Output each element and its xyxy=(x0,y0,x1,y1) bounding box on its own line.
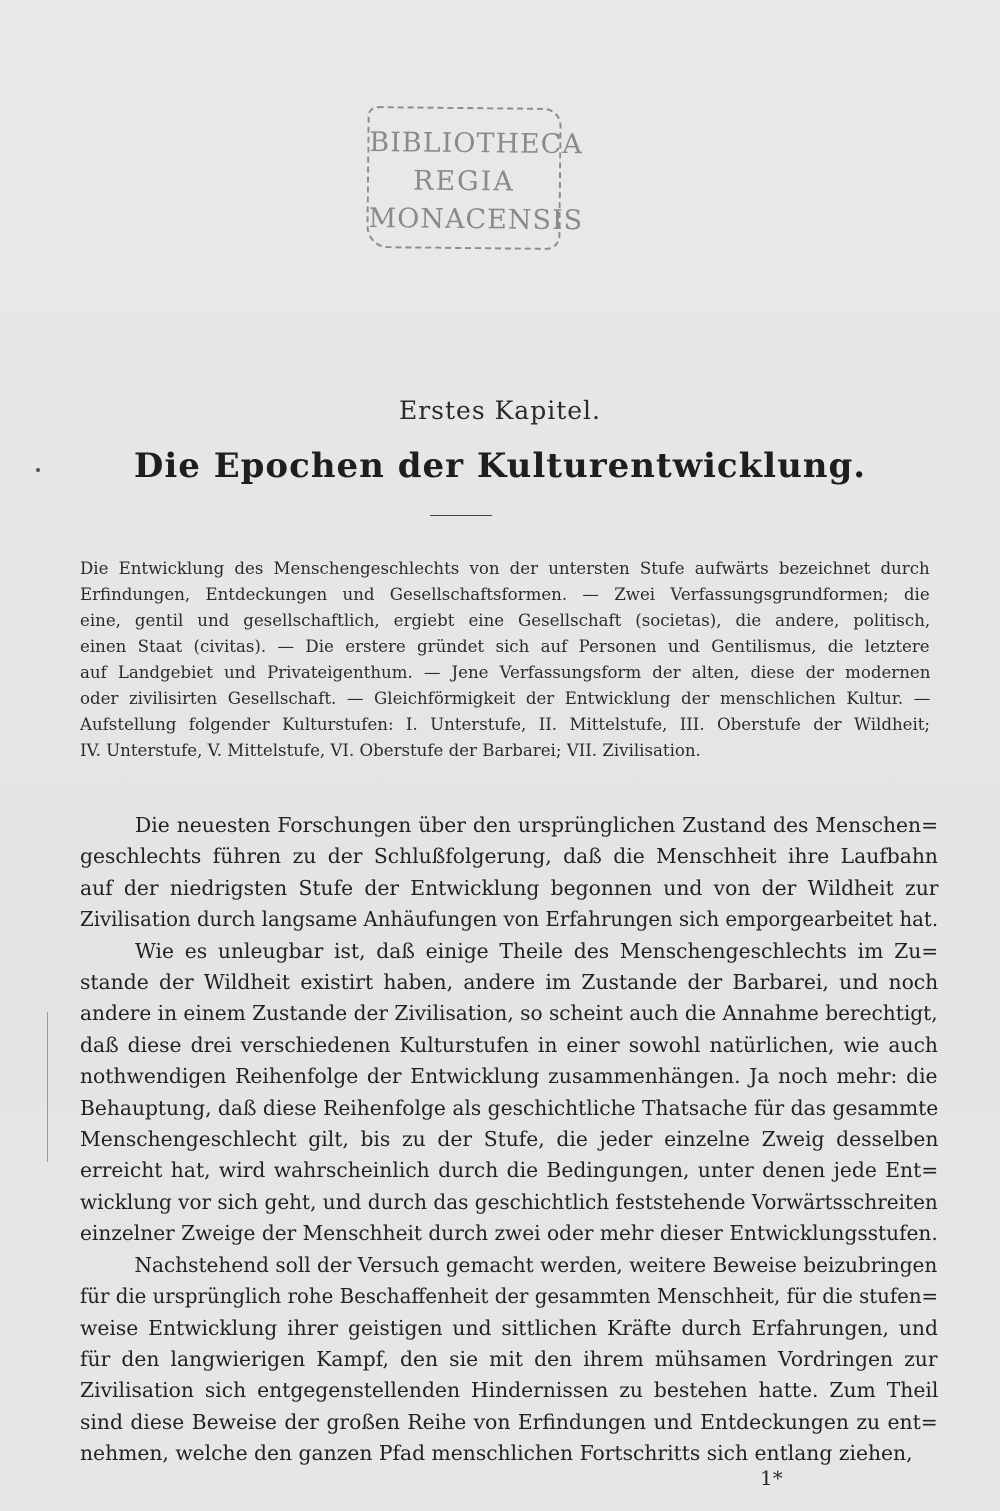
body-line: Die neuesten Forschungen über den ursprünglichen Zustand des Menschen= xyxy=(135,813,939,837)
body-line: auf der niedrigsten Stufe der Entwicklung begonnen und von der Wildheit zur xyxy=(80,875,939,900)
body-line: für die ursprünglich rohe Beschaffenheit der gesammten Menschheit, für die stufen= xyxy=(80,1284,939,1309)
summary-line: IV. Unterstufe, V. Mittelstufe, VI. Oberstufe der Barbarei; VII. Zivilisation. xyxy=(80,741,701,760)
summary-line: auf Landgebiet und Privateigenthum. — Jene Verfassungsform der alten, diese der modernen xyxy=(80,663,931,682)
body-line: andere in einem Zustande der Zivilisation, so scheint auch die Annahme berechtigt, xyxy=(80,1001,938,1026)
summary-line: Erfindungen, Entdeckungen und Gesellschaftsformen. — Zwei Verfassungsgrundformen; die xyxy=(80,585,930,604)
body-line: wicklung vor sich geht, und durch das geschichtlich feststehende Vorwärtsschreiten xyxy=(80,1189,938,1214)
body-line: Wie es unleugbar ist, daß einige Theile des Menschengeschlechts im Zu= xyxy=(135,938,939,963)
body-text xyxy=(80,810,938,1470)
body-line: Menschengeschlecht gilt, bis zu der Stufe, die jeder einzelne Zweig desselben xyxy=(80,1127,939,1152)
body-line: für den langwierigen Kampf, den sie mit den ihrem mühsamen Vordringen zur xyxy=(80,1346,938,1371)
summary-line: einen Staat (civitas). — Die erstere gründet sich auf Personen und Gentilismus, die letztere xyxy=(80,637,930,656)
page-number: 1* xyxy=(760,1466,783,1490)
body-line: Nachstehend soll der Versuch gemacht werden, weitere Beweise beizubringen xyxy=(134,1252,938,1277)
margin-pencil-mark xyxy=(47,1012,48,1162)
body-line: erreicht hat, wird wahrscheinlich durch die Bedingungen, unter denen jede Ent= xyxy=(80,1158,939,1183)
body-line: Behauptung, daß diese Reihenfolge als geschichtliche Thatsache für das gesammte xyxy=(80,1095,939,1120)
stamp-line-2: REGIA xyxy=(412,165,516,198)
chapter-summary xyxy=(80,556,930,764)
chapter-label: Erstes Kapitel. xyxy=(398,396,601,425)
body-line: nehmen, welche den ganzen Pfad menschlichen Fortschritts sich entlang ziehen, xyxy=(80,1441,913,1466)
body-line: weise Entwicklung ihrer geistigen und sittlichen Kräfte durch Erfahrungen, und xyxy=(80,1315,938,1340)
body-line: daß diese drei verschiedenen Kulturstufen in einer sowohl natürlichen, wie auch xyxy=(80,1032,938,1057)
title-divider xyxy=(430,515,492,516)
body-line: einzelner Zweige der Menschheit durch zwei oder mehr dieser Entwicklungsstufen. xyxy=(80,1221,938,1246)
summary-line: Aufstellung folgender Kulturstufen: I. Unterstufe, II. Mittelstufe, III. Oberstufe der Wildheit; xyxy=(80,715,931,734)
summary-line: oder zivilisirten Gesellschaft. — Gleichförmigkeit der Entwicklung der menschlichen Kultur. — xyxy=(80,689,931,708)
summary-line: eine, gentil und gesellschaftlich, ergiebt eine Gesellschaft (societas), die andere, politisch, xyxy=(80,611,931,630)
body-line: Zivilisation sich entgegenstellenden Hindernissen zu bestehen hatte. Zum Theil xyxy=(80,1378,939,1403)
stamp-line-3: MONACENSIS xyxy=(368,203,584,237)
body-line: geschlechts führen zu der Schlußfolgerung, daß die Menschheit ihre Laufbahn xyxy=(80,844,938,869)
body-line: Zivilisation durch langsame Anhäufungen von Erfahrungen sich emporgearbeitet hat. xyxy=(80,907,939,932)
body-line: nothwendigen Reihenfolge der Entwicklung zusammenhängen. Ja noch mehr: die xyxy=(80,1064,938,1089)
body-line: sind diese Beweise der großen Reihe von Erfindungen und Entdeckungen zu ent= xyxy=(80,1409,938,1434)
stamp-line-1: BIBLIOTHECA xyxy=(369,127,584,161)
chapter-title: Die Epochen der Kulturentwicklung. xyxy=(133,446,867,486)
library-stamp xyxy=(366,106,584,250)
body-line: stande der Wildheit existirt haben, andere im Zustande der Barbarei, und noch xyxy=(80,970,939,995)
summary-line: Die Entwicklung des Menschengeschlechts von der untersten Stufe aufwärts bezeichnet durch xyxy=(80,559,930,578)
